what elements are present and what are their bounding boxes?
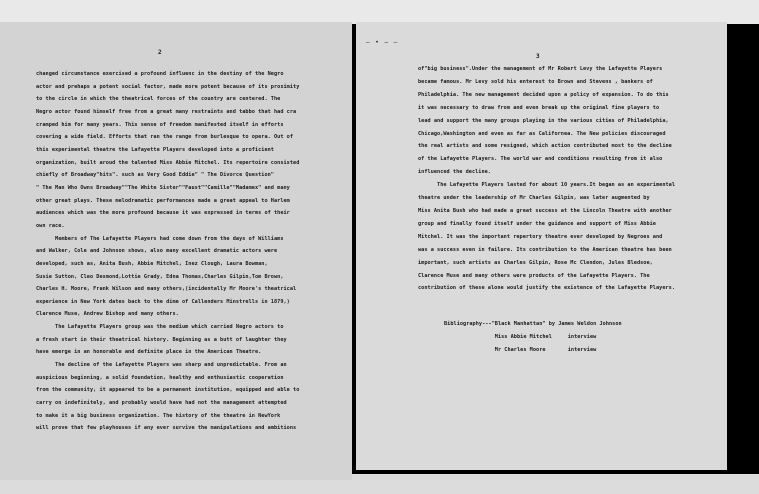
text-line: Philadelphia. The new management decided upon a policy of expansion. To do this [418, 91, 669, 98]
text-line: changed circumstance exercised a profound influenc in the destiny of the Negro [36, 71, 284, 77]
text-line: of"big business".Under the management of Mr Robert Levy the Lafayette Players [418, 66, 663, 72]
text-line: The decline of the Lafayette Players was sharp and unpredictable. From an [36, 362, 287, 369]
text-line: carry on indefinitely, and probably would have had not the management attempted [36, 400, 287, 407]
text-line: Susie Sutton, Cleo Desmond,Lottie Grady, Edna Thomas,Charles Gilpin,Tom Brown, [36, 273, 284, 280]
bibliography-line: Mr Charles Moore interview [444, 346, 597, 353]
bibliography-line: Miss Abbie Mitchel interview [444, 333, 597, 340]
text-line: chiefly of Broadway"hits". such as Very Good Eddie" " The Divorce Question" [36, 172, 274, 179]
text-line: Members of The Lafayette Players had come down from the days of Williams [36, 235, 284, 242]
text-line: became famous. Mr Levy sold his enterest to Brown and Stevens , bankers of [418, 78, 653, 85]
text-line: from the community, it appeared to be a permanent institution, equipped and able to [36, 387, 300, 394]
right-page [356, 22, 727, 470]
text-line: a fresh start in their theatrical history. Beginning as a butt of laughter they [36, 336, 287, 343]
text-line: have emerge in an honorable and definite place in the American Theatre. [36, 349, 262, 356]
text-line: other great plays. These melodramatic performances made a great appeal to Harlem [36, 197, 290, 204]
text-line: the real artists and some resigned, which action contributed most to the decline [418, 143, 672, 150]
text-line: important, such artists as Charles Gilpin, Rose Mc Clendon, Jules Bledsoe, [418, 259, 653, 266]
text-line: and Walker, Cole and Johnson shows, also many excellent dramatic actors were [36, 248, 278, 255]
text-line: audiences which was the more profound because it was expressed in terms of their [36, 210, 290, 217]
corner-mark: – • – – [366, 39, 399, 46]
text-line: developed, such as, Anita Bush, Abbie Mitchel, Inez Clough, Laura Bowman, [36, 260, 268, 267]
bibliography [444, 318, 622, 357]
text-line: Clarence Muse, Andrew Bishop and many others. [36, 311, 179, 318]
text-line: contribution of these alone would justify the existence of the Lafayette Players. [418, 285, 676, 292]
right-page-body [418, 63, 675, 295]
text-line: influenced the decline. [418, 169, 491, 176]
scanner-background-top [0, 0, 759, 24]
text-line: to the circle in which the theatrical forces of the country are centered. The [36, 96, 281, 103]
text-line: Chicago,Washington and even as far as Californea. The New policies discouraged [418, 130, 666, 137]
left-page [0, 22, 352, 480]
left-page-body [36, 68, 299, 435]
text-line: will prove that few playhouses if any ever survive the manipulations and ambitions [36, 425, 297, 432]
text-line: The Lafayette Players group was the medium which carried Negro actors to [36, 324, 284, 331]
text-line: The Lafayette Players lasted for about 10 years.It began as an experimental [418, 182, 676, 189]
bibliography-line: Bibliography---"Black Manhattan" by James Weldon Johnson [444, 321, 622, 327]
text-line: Mitchel. It was the important repertory theatre ever developed by Negroes and [418, 233, 663, 240]
text-line: Charles H. Moore, Frank Wilson and many others,(incidentally Mr Moore's theatrical [36, 286, 297, 293]
text-line: was a success even in failure. Its contribution to the American theatre has been [418, 246, 672, 253]
text-line: Clarence Muse and many others were products of the Lafayette Players. The [418, 272, 650, 279]
text-line: organization, built aroud the talented Miss Abbie Mitchel. Its repertoire consisted [36, 159, 300, 166]
text-line: actor and prehaps a potent social factor, made more potent because of its proximity [36, 83, 300, 90]
text-line: own race. [36, 222, 65, 229]
text-line: Miss Anita Bush who had made a great success at the Lincoln Theatre with another [418, 207, 672, 214]
text-line: auspicious beginning, a solid foundation, healthy and enthusiastic cooperation [36, 374, 284, 381]
left-page-number: 2 [158, 49, 162, 56]
text-line: lead and support the many groups playing in the various cities of Philadelphia, [418, 117, 669, 124]
text-line: of the Lafayette Players. The world war and conditions resulting from it also [418, 156, 663, 163]
text-line: to make it a big business organization. The history of the theatre in NewYork [36, 412, 281, 419]
right-page-number: 3 [536, 53, 540, 60]
text-line: covering a wide field. Efforts that ran the range from burlesque to opera. Out of [36, 134, 294, 141]
text-line: group and finally found itself under the guidance and support of Miss Abbie [418, 220, 656, 227]
text-line: theatre under the leadership of Mr Charles Gilpin, was later augmented by [418, 195, 650, 202]
text-line: " The Man Who Owns Broadway""The White Sister""Faust""Camille""Madamex" and many [36, 184, 290, 191]
text-line: cramped him for many years. This sense of freedom manifested itself in efforts [36, 121, 284, 128]
text-line: this experimental theatre the Lafayette Players developed into a proficient [36, 146, 274, 153]
text-line: Negro actor found himself free from a great many restraints and tabbo that had cra [36, 108, 297, 115]
text-line: experience in New York dates back to the dime of Callenders Minstrells in 1879,) [36, 298, 290, 305]
text-line: it was necessary to draw from and even break up the original fine players to [418, 104, 660, 111]
